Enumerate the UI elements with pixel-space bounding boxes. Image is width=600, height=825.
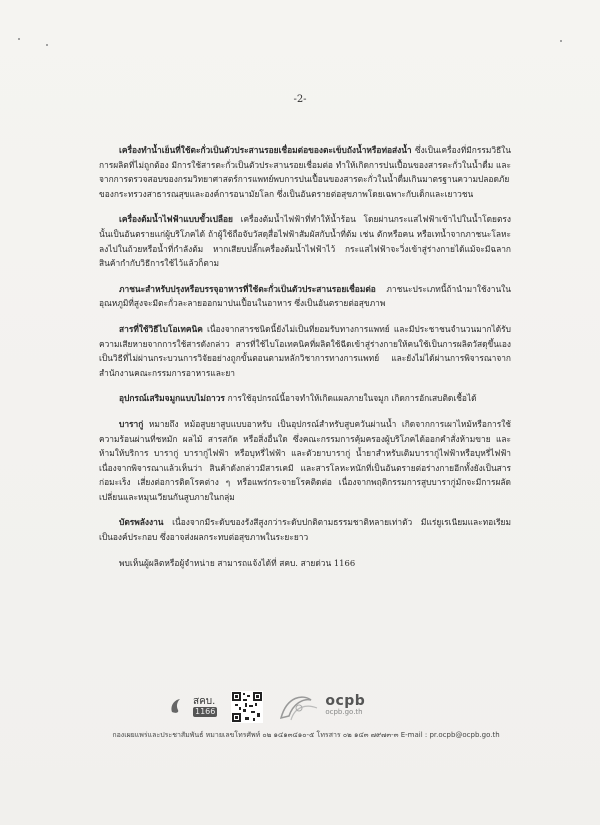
ocpb-brand-text: ocpb — [325, 693, 366, 709]
ocpb-hotline-logo — [168, 696, 217, 718]
paragraph-body: ภาชนะประเภทนี้ถ้านำมาใช้งานในอุณหภูมิที่สูงจะมีตะกั่วละลายออกมาปนเปื้อนในอาหาร ซึ่งเป็นอันตรายต่อสุขภาพ — [99, 283, 511, 309]
paragraph-baraku — [99, 417, 511, 505]
logo-row — [168, 686, 428, 728]
paragraph-lead: บัตรพลังงาน — [119, 517, 164, 528]
paragraph-lead: เครื่องต้มน้ำไฟฟ้าแบบขั้วเปลือย — [119, 214, 233, 225]
ocpb-logo — [277, 690, 365, 724]
paragraph-body: การใช้อุปกรณ์นี้อาจทำให้เกิดแผลภายในจมูก เกิดการอักเสบติดเชื้อได้ — [224, 393, 477, 404]
paragraph-body: เครื่องต้มน้ำไฟฟ้าที่ทำให้น้ำร้อน โดยผ่านกระแสไฟฟ้าเข้าไปในน้ำโดยตรงนั้นเป็นอันตรายแก่ผู้บริโภคได้ ถ้าผู้ใช้ถือจับวัสดุสื่อไฟฟ้าสัมผัสกับน้ำที่ต้ม เช่น ตักหรือคน หรือเทน้ำจากภาชนะโลหะลงไปในถ้วยหรือน้ำที่กำลังต้ม หากเสียบปลั๊กเครื่องต้มน้ำไฟฟ้าไว้ กระแสไฟฟ้าจะวิ่งเข้าสู่ร่างกายได้แม้จะมีฉลากสินค้ากำกับวิธีการใช้ไว้แล้วก็ตาม — [99, 214, 511, 269]
footer-contact: กองเผยแพร่และประชาสัมพันธ์ หมายเลขโทรศัพท์ ๐๒ ๑๔๑๓๔๑๐-๕ โทรสาร ๐๒ ๑๔๓ ๗๙๗๓-๓ E-mail : pr.ocpb@ocpb.go.th — [112, 731, 500, 739]
phone-icon — [168, 696, 190, 718]
scan-speck — [560, 40, 562, 42]
paragraph-electric-kettle — [99, 212, 511, 270]
paragraph-body: เนื่องจากสารชนิดนี้ยังไม่เป็นที่ยอมรับทางการแพทย์ และมีประชาชนจำนวนมากได้รับความเสียหายจากการใช้สารดังกล่าว สารที่ใช้ไบโอเทคนิคที่ผลิตใช้ฉีดเข้าสู่ร่างกายให้คนใช้เป็นการผลิตวัสดุขึ้นเอง เป็นวิธีที่ไม่ผ่านกระบวนการวิจัยอย่างถูกขั้นตอนตามหลักวิชาการทางการแพทย์ และยังไม่ได้ผ่านการพิจารณาจากสำนักงานคณะกรรมการอาหารและยา — [99, 323, 511, 378]
paragraph-water-cooler — [99, 143, 511, 201]
scan-speck — [18, 38, 20, 40]
paragraph-nose-device — [99, 391, 511, 406]
paragraph-lead: ภาชนะสำหรับปรุงหรือบรรจุอาหารที่ใช้ตะกั่วเป็นตัวประสานรอยเชื่อมต่อ — [119, 283, 376, 294]
paragraph-lead: เครื่องทำน้ำเย็นที่ใช้ตะกั่วเป็นตัวประสานรอยเชื่อมต่อของตะเข็บถังน้ำหรือท่อส่งน้ำ — [119, 145, 412, 155]
paragraph-lead: บารากู่ — [119, 418, 144, 429]
paragraph-lead: อุปกรณ์เสริมจมูกแบบไม่ถาวร — [119, 393, 225, 404]
paragraph-energy-card — [99, 515, 511, 544]
closing-line: พบเห็นผู้ผลิตหรือผู้จำหน่าย สามารถแจ้งได้ที่ สคบ. สายด่วน 1166 — [119, 557, 356, 568]
qr-code-icon — [231, 691, 263, 723]
paragraph-body: เนื่องจากมีระดับของรังสีสูงกว่าระดับปกติตามธรรมชาติหลายเท่าตัว มีแร่ยูเรเนียมและทอเรียมเป็นองค์ประกอบ ซึ่งอาจส่งผลกระทบต่อสุขภาพในระยะยาว — [99, 517, 511, 543]
paragraph-biotech — [99, 322, 511, 380]
hotline-logo-number: 1166 — [195, 707, 216, 716]
hotline-logo-text: สคบ. — [193, 696, 216, 707]
ocpb-tagline: ocpb.go.th — [325, 708, 363, 716]
paragraph-body: หมายถึง หม้อสูบยาสูบแบบอาหรับ เป็นอุปกรณ์สำหรับสูบควันผ่านน้ำ เกิดจากการเผาไหม้หรือการใช้ความร้อนผ่านที่ชหมัก ผลไม้ สารสกัด หรือสิ่งอื่นใด ซึ่งคณะกรรมการคุ้มครองผู้บริโภคได้ออกคำสั่งห้ามขาย และห้ามให้บริการ บารากู่ บารากู่ไฟฟ้า หรือบุหรี่ไฟฟ้า และตัวยาบารากู่ น้ำยาสำหรับเติมบารากู่ไฟฟ้าหรือบุหรี่ไฟฟ้า เนื่องจากพิจารณาแล้วเห็นว่า สินค้าดังกล่าวมีสารเคมี และสารโลหะหนักที่เป็นอันตรายต่อร่างกายอีกทั้งยังเป็นสารก่อมะเร็ง เสี่ยงต่อการติดโรคต่าง ๆ หรือแพร่กระจายโรคติดต่อ เนื่องจากพฤติกรรมการสูบบารากู่มักจะมีการผลัดเปลี่ยนและหมุนเวียนกันสูบภายในกลุ่ม — [99, 418, 511, 502]
paragraph-body: ซึ่งเป็นเครื่องที่มีกรรมวิธีในการผลิตที่ไม่ถูกต้อง มีการใช้สารตะกั่วเป็นตัวประสานรอยเชื่อมต่อ ทำให้เกิดการปนเปื้อนของสารตะกั่วในน้ำดื่ม และจากการตรวจสอบของกรมวิทยาศาสตร์การแพทย์พบการปนเปื้อนของสารตะกั่วในน้ำดื่มเกินมาตรฐานความปลอดภัยของกระทรวงสาธารณสุขและองค์การอนามัยโลก ซึ่งเป็นอันตรายต่อสุขภาพโดยเฉพาะกับเด็กและเยาวชน — [99, 145, 511, 199]
paragraph-food-container — [99, 282, 511, 311]
body-text — [99, 143, 511, 581]
paragraph-lead: สารที่ใช้วิธีไบโอเทคนิค — [119, 323, 203, 334]
ocpb-emblem-icon — [277, 690, 321, 724]
scan-speck — [46, 44, 48, 46]
page-number: -2- — [293, 94, 307, 105]
